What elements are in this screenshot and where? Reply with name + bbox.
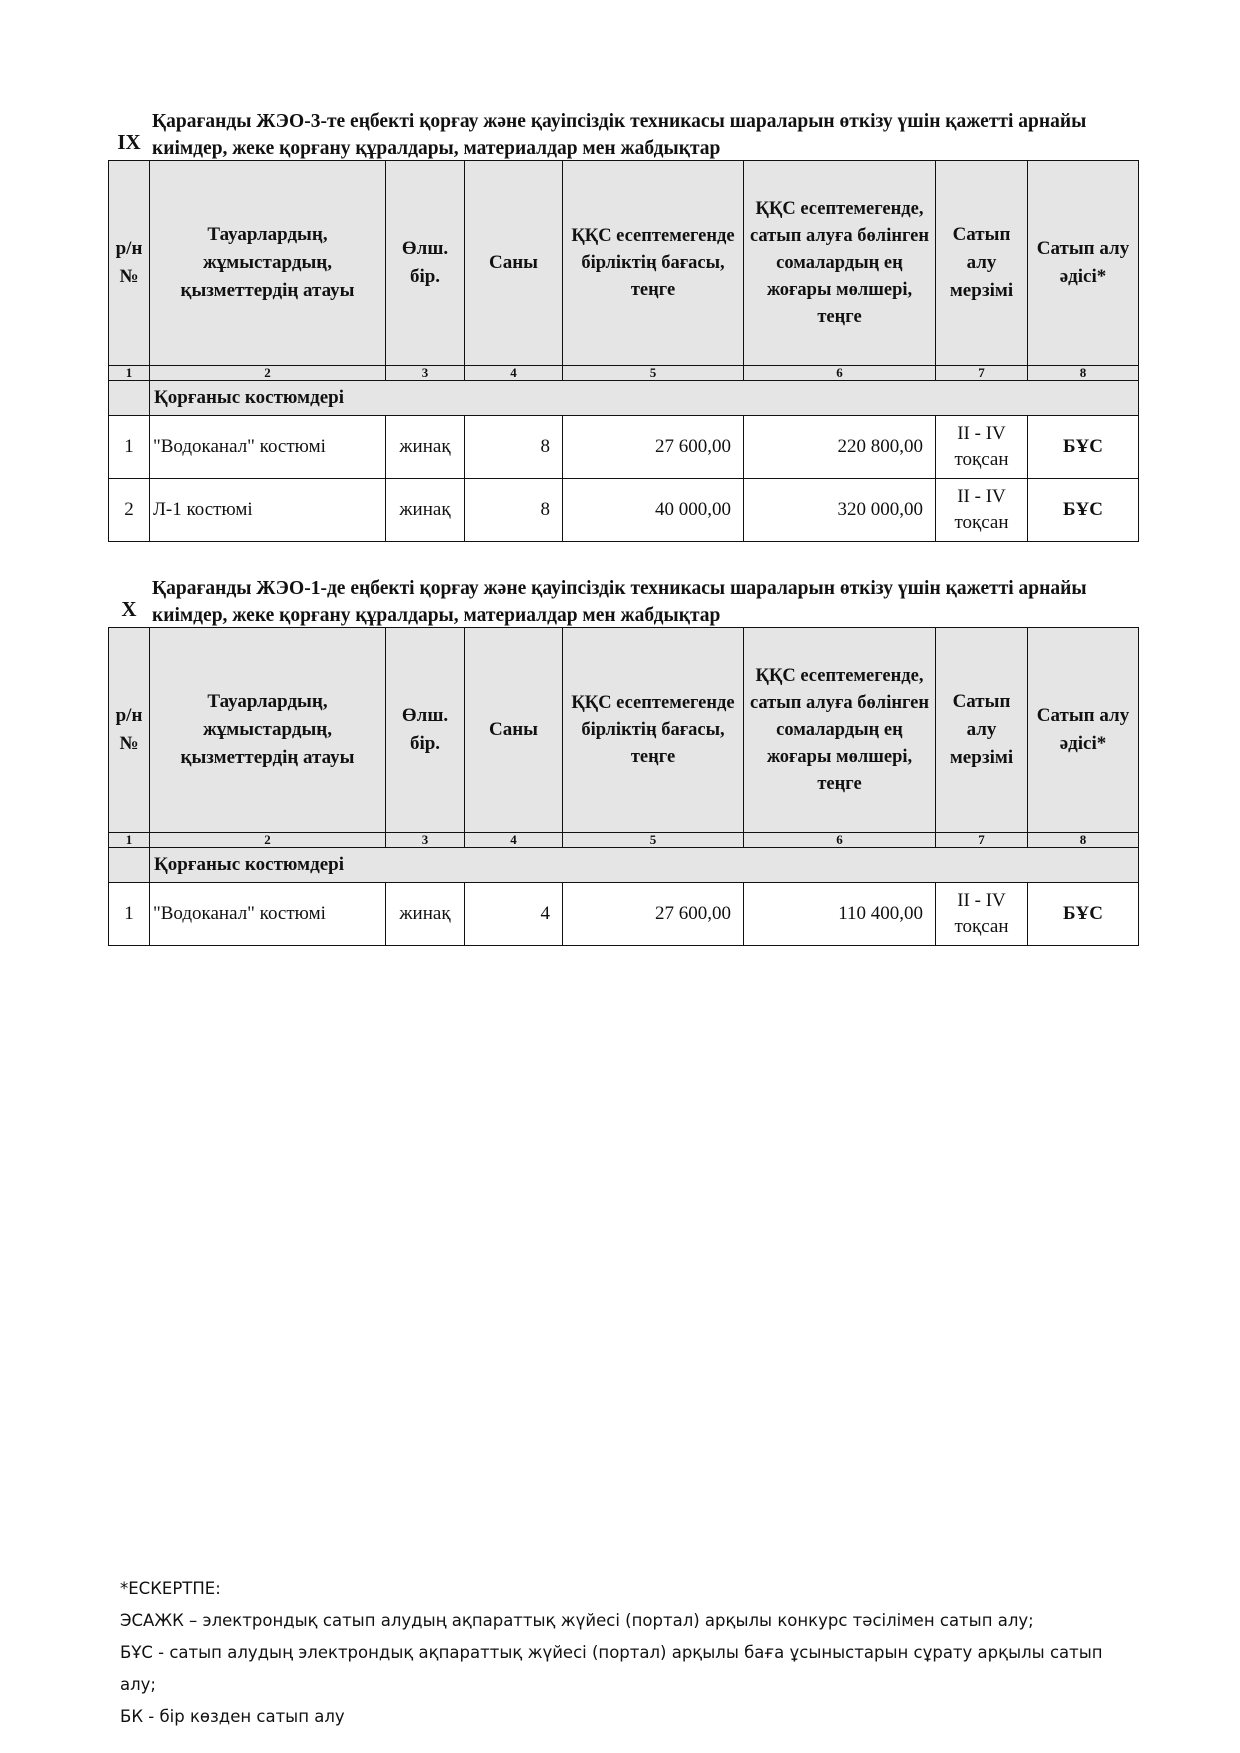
section-number: X — [121, 597, 137, 621]
cell-method: БҰС — [1028, 883, 1139, 946]
table-row — [109, 883, 1139, 946]
header-method: Сатып алу әдісі* — [1028, 161, 1139, 366]
column-number: 7 — [936, 833, 1028, 848]
cell-unit: жинақ — [386, 416, 465, 479]
section-title: Қарағанды ЖЭО-3-те еңбекті қорғау және қауіпсіздік техникасы шараларын өткізу үшін қажетті арнайы киімдер, жеке қорғану құралдары, материалдар мен жабдықтар — [152, 111, 1087, 159]
column-number: 6 — [744, 833, 936, 848]
cell-method: БҰС — [1028, 479, 1139, 542]
column-number: 3 — [386, 833, 465, 848]
cell-unit: жинақ — [386, 883, 465, 946]
cell-qty: 4 — [465, 883, 563, 946]
cell-name: Л-1 костюмі — [150, 479, 386, 542]
table-row — [109, 416, 1139, 479]
column-number: 4 — [465, 366, 563, 381]
cell-name: "Водоканал" костюмі — [150, 416, 386, 479]
header-method: Сатып алу әдісі* — [1028, 628, 1139, 833]
column-number: 2 — [150, 833, 386, 848]
group-row — [109, 848, 1139, 883]
cell-period: II - IV тоқсан — [936, 883, 1028, 946]
cell-no: 2 — [109, 479, 150, 542]
section-ix — [108, 108, 1138, 542]
header-qty: Саны — [465, 161, 563, 366]
cell-amount: 110 400,00 — [744, 883, 936, 946]
group-row — [109, 381, 1139, 416]
header-row — [109, 161, 1139, 366]
column-number: 7 — [936, 366, 1028, 381]
cell-price: 40 000,00 — [563, 479, 744, 542]
header-row — [109, 628, 1139, 833]
header-qty: Саны — [465, 628, 563, 833]
cell-method: БҰС — [1028, 416, 1139, 479]
cell-period: II - IV тоқсан — [936, 416, 1028, 479]
column-number-row — [109, 833, 1139, 848]
header-no: р/н № — [109, 161, 150, 366]
header-unit: Өлш. бір. — [386, 628, 465, 833]
cell-qty: 8 — [465, 416, 563, 479]
procurement-table — [108, 160, 1139, 542]
cell-name: "Водоканал" костюмі — [150, 883, 386, 946]
header-name: Тауарлардың, жұмыстардың, қызметтердің атауы — [150, 161, 386, 366]
header-period: Сатып алу мерзімі — [936, 628, 1028, 833]
header-no: р/н № — [109, 628, 150, 833]
section-title: Қарағанды ЖЭО-1-де еңбекті қорғау және қауіпсіздік техникасы шараларын өткізу үшін қажетті арнайы киімдер, жеке қорғану құралдары, материалдар мен жабдықтар — [152, 578, 1087, 626]
group-spacer — [109, 381, 150, 416]
group-name: Қорғаныс костюмдері — [150, 848, 1139, 883]
header-unit: Өлш. бір. — [386, 161, 465, 366]
cell-qty: 8 — [465, 479, 563, 542]
header-amount: ҚҚС есептемегенде, сатып алуға бөлінген сомалардың ең жоғары мөлшері, теңге — [744, 628, 936, 833]
footnote-title: *ЕСКЕРТПЕ: — [120, 1579, 221, 1598]
footnote-line: БК - бір көзден сатып алу — [120, 1707, 345, 1726]
cell-unit: жинақ — [386, 479, 465, 542]
section-header — [108, 575, 1138, 627]
table-row — [109, 479, 1139, 542]
cell-price: 27 600,00 — [563, 416, 744, 479]
column-number: 2 — [150, 366, 386, 381]
column-number-row — [109, 366, 1139, 381]
column-number: 5 — [563, 833, 744, 848]
cell-amount: 320 000,00 — [744, 479, 936, 542]
cell-no: 1 — [109, 883, 150, 946]
section-header — [108, 108, 1138, 160]
column-number: 8 — [1028, 833, 1139, 848]
section-number: IX — [117, 130, 141, 154]
footnote — [120, 1573, 1120, 1733]
header-name: Тауарлардың, жұмыстардың, қызметтердің атауы — [150, 628, 386, 833]
header-period: Сатып алу мерзімі — [936, 161, 1028, 366]
group-spacer — [109, 848, 150, 883]
cell-period: II - IV тоқсан — [936, 479, 1028, 542]
column-number: 5 — [563, 366, 744, 381]
cell-amount: 220 800,00 — [744, 416, 936, 479]
group-name: Қорғаныс костюмдері — [150, 381, 1139, 416]
column-number: 8 — [1028, 366, 1139, 381]
column-number: 6 — [744, 366, 936, 381]
cell-price: 27 600,00 — [563, 883, 744, 946]
footnote-line: ЭСАЖК – электрондық сатып алудың ақпараттық жүйесі (портал) арқылы конкурс тәсілімен сатып алу; — [120, 1611, 1034, 1630]
column-number: 1 — [109, 833, 150, 848]
footnote-line: БҰС - сатып алудың электрондық ақпараттық жүйесі (портал) арқылы баға ұсыныстарын сұрату арқылы сатып алу; — [120, 1643, 1103, 1694]
column-number: 3 — [386, 366, 465, 381]
column-number: 1 — [109, 366, 150, 381]
cell-no: 1 — [109, 416, 150, 479]
header-price: ҚҚС есептемегенде бірліктің бағасы, теңге — [563, 161, 744, 366]
procurement-table — [108, 627, 1139, 946]
section-x — [108, 575, 1138, 946]
header-amount: ҚҚС есептемегенде, сатып алуға бөлінген сомалардың ең жоғары мөлшері, теңге — [744, 161, 936, 366]
column-number: 4 — [465, 833, 563, 848]
header-price: ҚҚС есептемегенде бірліктің бағасы, теңге — [563, 628, 744, 833]
